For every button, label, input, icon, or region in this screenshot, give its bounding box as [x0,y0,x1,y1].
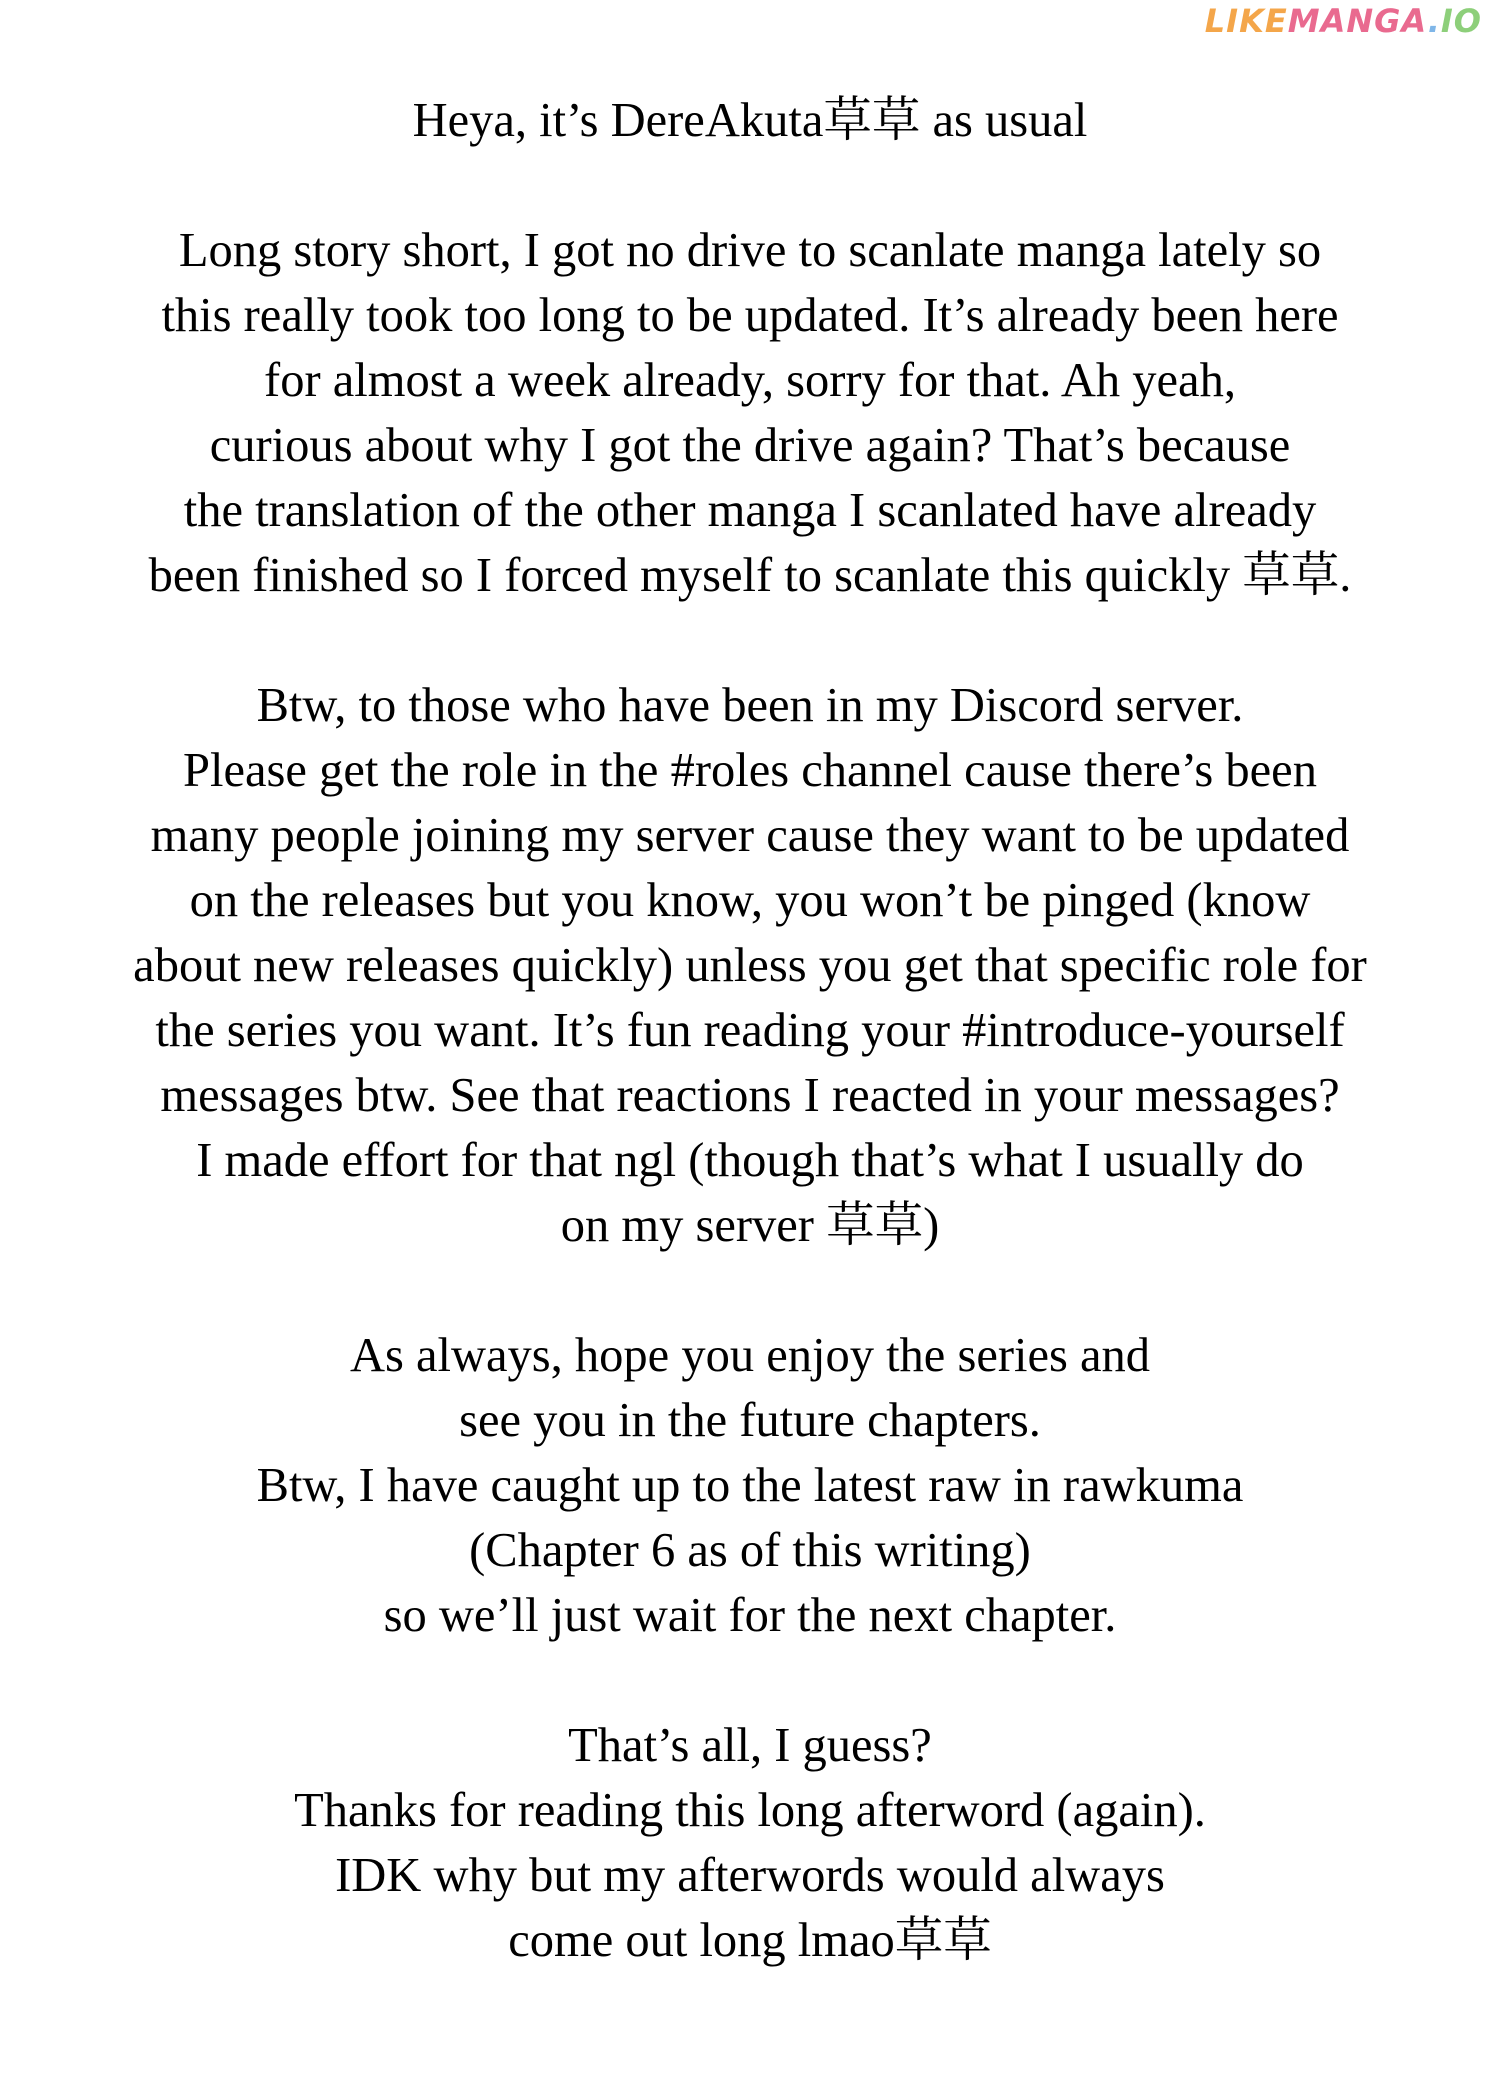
text-line: Btw, I have caught up to the latest raw in rawkuma [256,1459,1244,1512]
text-line: come out long lmao草草 [508,1914,992,1967]
text-line: this really took too long to be updated. It’s already been here [161,289,1339,342]
text-line: Thanks for reading this long afterword (again). [294,1784,1206,1837]
text-line: That’s all, I guess? [568,1719,932,1772]
watermark-part: LIKE [1204,2,1288,40]
paragraph-update-delay [40,218,1460,608]
text-line: see you in the future chapters. [459,1394,1041,1447]
paragraph-closing-chapters [40,1323,1460,1648]
watermark-part: . [1427,2,1441,40]
text-line: Btw, to those who have been in my Discord server. [256,679,1244,732]
watermark-part: MANGA [1287,2,1428,40]
text-line: on my server 草草) [560,1199,940,1252]
text-line: IDK why but my afterwords would always [335,1849,1165,1902]
paragraph-discord [40,673,1460,1258]
text-line: (Chapter 6 as of this writing) [469,1524,1031,1577]
paragraph-signoff [40,1713,1460,1973]
text-line: been finished so I forced myself to scanlate this quickly 草草. [148,549,1352,602]
text-line: Please get the role in the #roles channel cause there’s been [183,744,1317,797]
afterword-text [40,88,1460,2038]
text-line: on the releases but you know, you won’t be pinged (know [189,874,1311,927]
text-line: many people joining my server cause they want to be updated [150,809,1350,862]
text-line: about new releases quickly) unless you get that specific role for [133,939,1367,992]
text-line: As always, hope you enjoy the series and [349,1329,1151,1382]
watermark-part: IO [1440,2,1482,40]
text-line: for almost a week already, sorry for that. Ah yeah, [264,354,1236,407]
text-line: the series you want. It’s fun reading your #introduce-yourself [155,1004,1345,1057]
text-line: curious about why I got the drive again? That’s because [209,419,1291,472]
site-watermark-logo [1205,2,1482,40]
paragraph-greeting [40,88,1460,153]
text-line: the translation of the other manga I scanlated have already [183,484,1317,537]
text-line: so we’ll just wait for the next chapter. [383,1589,1117,1642]
text-line: I made effort for that ngl (though that’s what I usually do [196,1134,1304,1187]
text-line: messages btw. See that reactions I reacted in your messages? [160,1069,1340,1122]
text-line: Long story short, I got no drive to scanlate manga lately so [178,224,1322,277]
text-line: Heya, it’s DereAkuta草草 as usual [412,94,1088,147]
